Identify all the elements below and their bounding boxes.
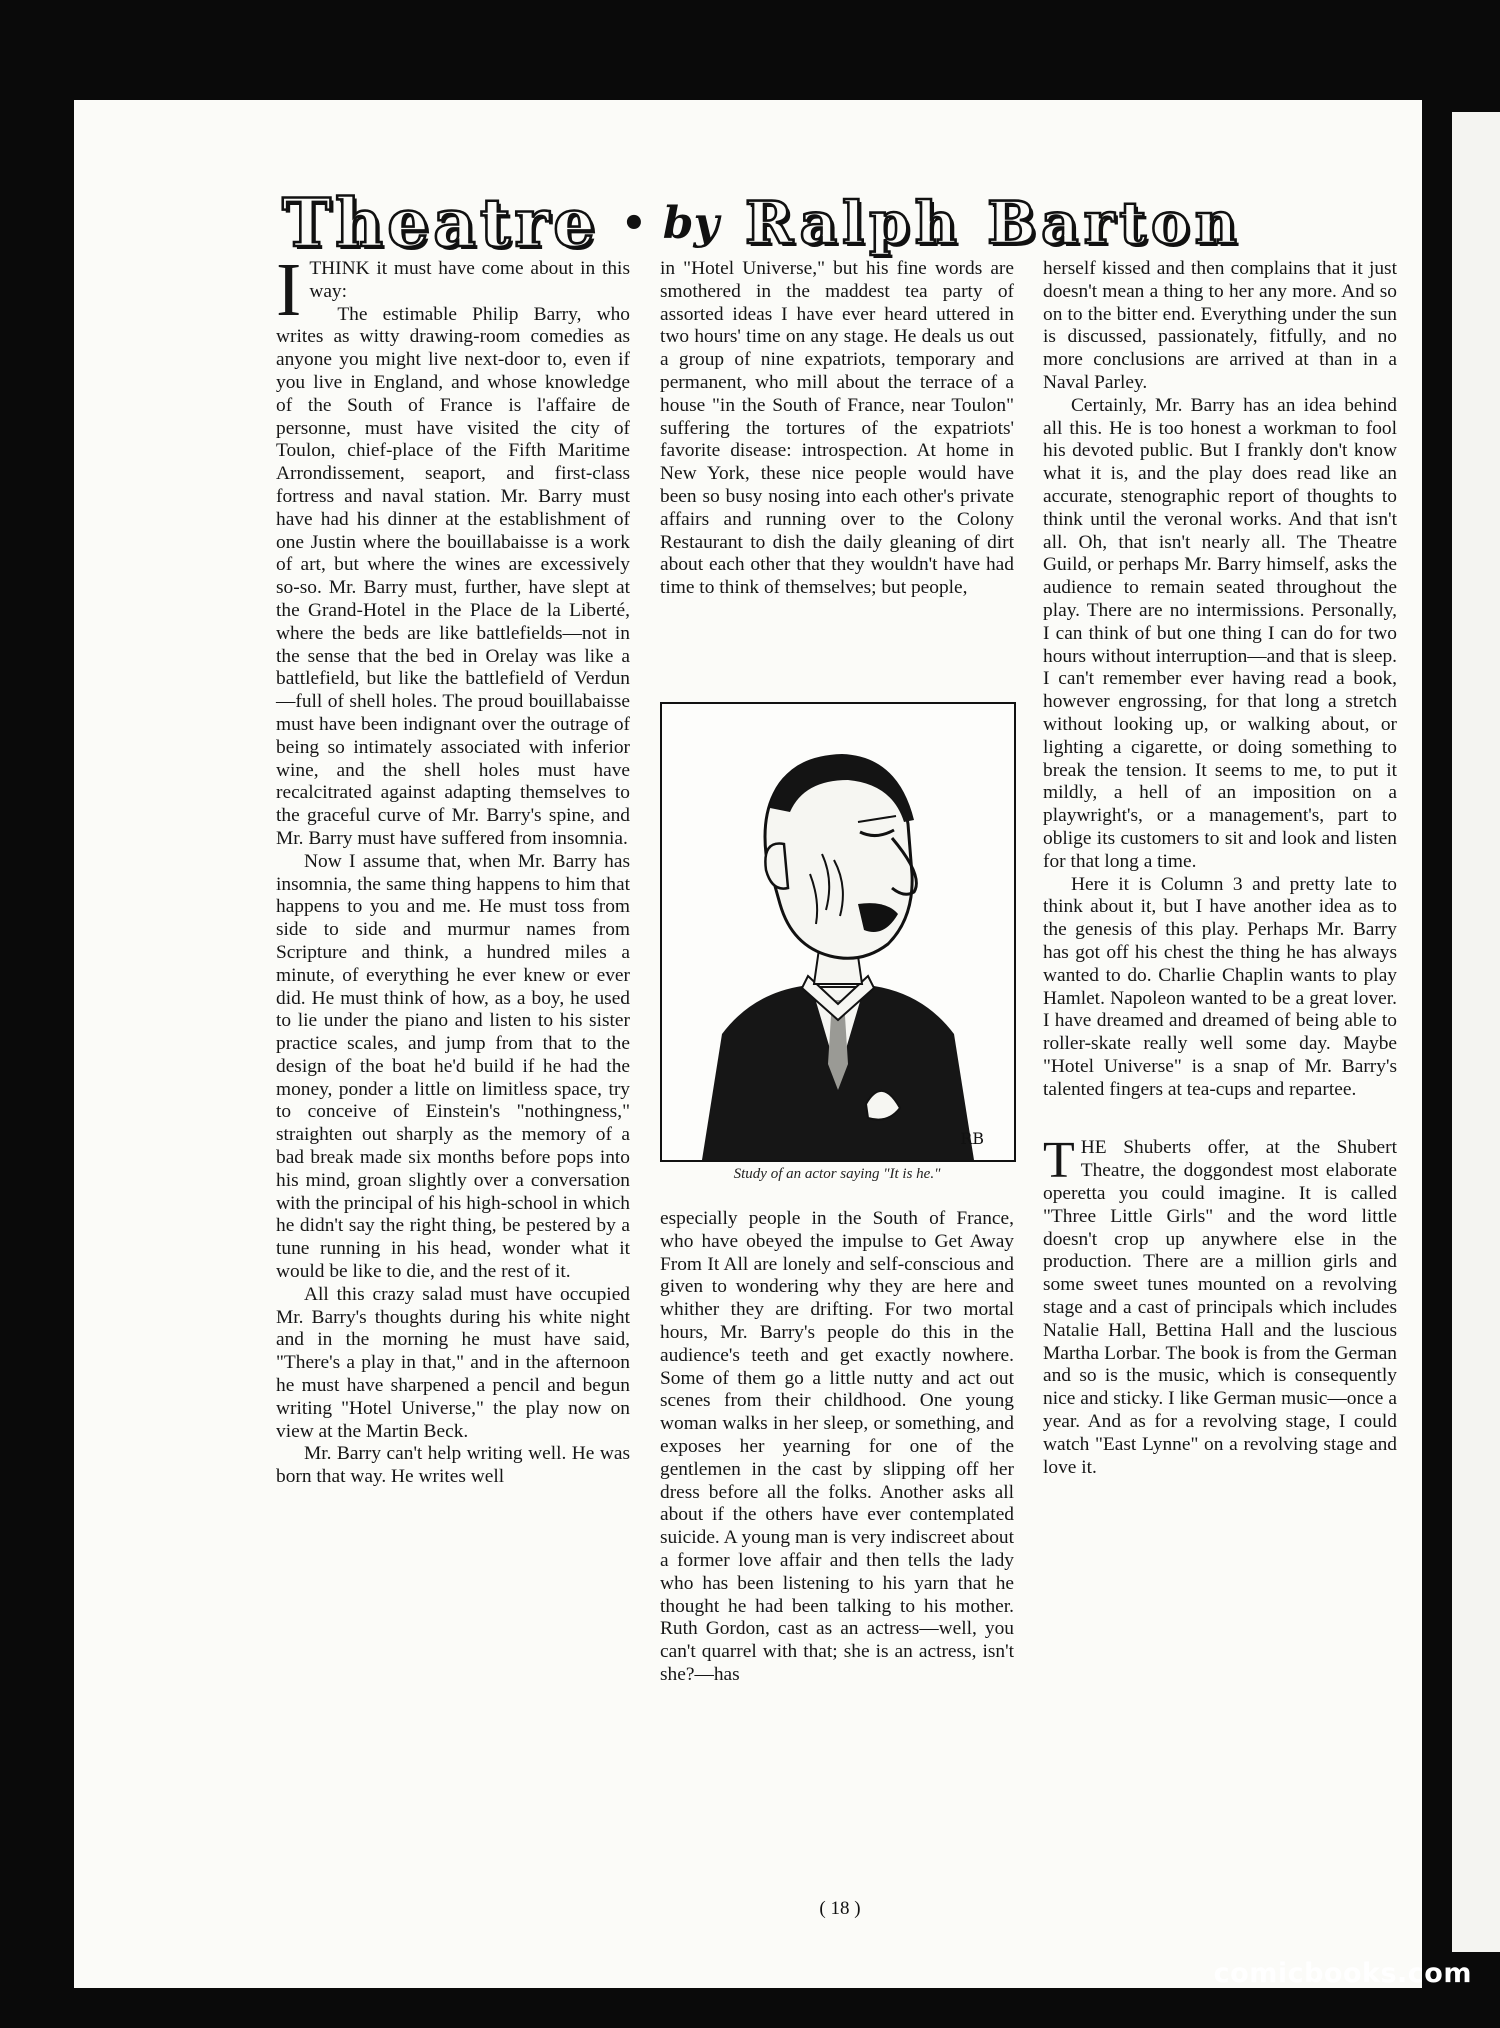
paragraph: Certainly, Mr. Barry has an idea behind all this. He is too honest a workman to fool his devoted public. But I frankly don't know what it is, and the play does read like an accurate, stenographic report of thoughts to think until the veronal works. And that isn't all. Oh, that isn't nearly all. The Theatre Guild, or perhaps Mr. Barry himself, asks the audience to remain seated throughout the play. There are no intermissions. Personally, I can think of but one thing I can do for two hours without interruption—and that is sleep. I can't remember ever having read a book, however engrossing, for that long a stretch without looking up, or walking about, or lighting a cigarette, or doing something to break the tension. It seems to me, to put it mildly, a hell of an imposition on a playwright's, or a management's, part to oblige its customers to sit and look and listen for that long a time. [1043,394,1397,872]
paragraph: All this crazy salad must have occupied Mr. Barry's thoughts during his white night and in the morning he must have said, "There's a play in that," and in the afternoon he must have sharpened a pencil and begun writing "Hotel Universe," the play now on view at the Martin Beck. [276,1283,630,1442]
paragraph: Here it is Column 3 and pretty late to think about it, but I have another idea as to the genesis of this play. Perhaps Mr. Barry has got off his chest the thing he has always wanted to do. Charlie Chaplin wants to play Hamlet. Napoleon wanted to be a great lover. I have dreamed and dreamed of being able to roller-skate really well some day. Maybe "Hotel Universe" is a snap of Mr. Barry's talented fingers at tea-cups and repartee. [1043,873,1397,1100]
shuberts-paragraph: THE Shuberts offer, at the Shubert Theatre, the doggondest most elaborate operetta you could imagine. It is called "Three Little Girls" and the word little doesn't crop up anywhere else in the production. There are a million girls and some sweet tunes mounted on a revolving stage and a cast of principals which includes Natalie Hall, Bettina Hall and the luscious Martha Lorbar. The book is from the German and so is the music, which is consequently nice and sticky. I like German music—once a year. And as for a revolving stage, I could watch "East Lynne" on a revolving stage and love it. [1043,1132,1397,1478]
drop-cap: I [276,248,302,332]
column-2-upper [660,258,1014,600]
opening-paragraph: ITHINK it must have come about in this way: [276,248,630,332]
paragraph: Mr. Barry can't help writing well. He was born that way. He writes well [276,1443,630,1488]
paragraph: The estimable Philip Barry, who writes as witty drawing-room comedies as anyone you might live next-door to, even if you live in England, and whose knowledge of the South of France is l'affaire de personne, must have visited the city of Toulon, chief-place of the Fifth Maritime Arrondissement, seaport, and first-class fortress and naval station. Mr. Barry must have had his dinner at the establishment of one Justin where the bouillabaisse is a work of art, but where the wines are excessively so-so. Mr. Barry must, further, have slept at the Grand-Hotel in the Place de la Liberté, where the beds are like battlefields—not in the sense that the bed in Orelay was like a battlefield, but like the battlefield of Verdun—full of shell holes. The proud bouillabaisse must have been indignant over the outrage of being so intimately associated with inferior wine, and the shell holes must have recalcitrated against adapting themselves to the graceful curve of Mr. Barry's spine, and Mr. Barry must have suffered from insomnia. [276,303,630,849]
artist-signature: RB [960,1129,984,1148]
title-bullet: • [621,199,647,247]
column-2-lower [660,1208,1014,1687]
article-header [282,183,1372,263]
watermark: comicbooks.com [1213,1958,1472,1989]
paragraph: in "Hotel Universe," but his fine words are smothered in the maddest tea party of assorted ideas I have ever heard uttered in two hours' time on any stage. He deals us out a group of nine expatriots, temporary and permanent, who mill about the terrace of a house "in the South of France, near Toulon" suffering the tortures of the expatriots' favorite disease: introspection. At home in New York, these nice people would have been so busy nosing into each other's private affairs and running over to the Colony Restaurant to dish the daily gleaning of dirt about each other that they wouldn't have had time to think of themselves; but people, [660,258,1014,599]
page-number: ( 18 ) [819,1898,861,1919]
paragraph: especially people in the South of France, who have obeyed the impulse to Get Away From It All are lonely and self-conscious and given to wondering why they are here and whither they are drifting. For two mortal hours, Mr. Barry's people do this in the audience's teeth and get exactly nowhere. Some of them go a little nutty and act out scenes from their childhood. One young woman walks in her sleep, or something, and exposes her yearning for one of the gentlemen in the cast by slipping off her dress before all the folks. Another asks all about if the others have ever contemplated suicide. A young man is very indiscreet about a former love affair and then tells the lady who has been listening to his yarn that he thought he had been talking to his mother. Ruth Gordon, cast as an actress—well, you can't quarrel with that; she is an actress, isn't she?—has [660,1208,1014,1685]
column-1 [276,248,630,1489]
caricature-illustration [660,702,1016,1162]
paragraph: herself kissed and then complains that it just doesn't mean a thing to her any more. And so on to the bitter end. Everything under the sun is discussed, passionately, fitfully, and no more conclusions are arrived at than in a Naval Parley. [1043,258,1397,393]
illustration-caption: Study of an actor saying "It is he." [733,1166,941,1182]
byline-by: by [662,197,720,249]
author-name: Ralph Barton [745,189,1242,257]
section-title: Theatre [282,184,600,262]
column-3 [1043,258,1397,1479]
paragraph: Now I assume that, when Mr. Barry has insomnia, the same thing happens to him that happens to you and me. He must toss from side to side and murmur names from Scripture and think, a hundred miles a minute, of everything he ever knew or ever did. He must think of how, as a boy, he used to lie under the piano and listen to his sister practice scales, and jump from that to the design of the boat he'd build if he had the money, ponder a little on limitless space, try to conceive of Einstein's "nothingness," straighten out sharply as the memory of a bad break made six months before pops into his mind, groan slightly over a conversation with the principal of his high-school in which he didn't say the right thing, be pestered by a tune running in his head, wonder what it would be like to die, and the rest of it. [276,850,630,1283]
drop-cap: T [1043,1132,1075,1190]
caricature-drawing [662,704,1014,1160]
facing-page-edge [1452,112,1500,1952]
section-gap [1043,1101,1397,1137]
